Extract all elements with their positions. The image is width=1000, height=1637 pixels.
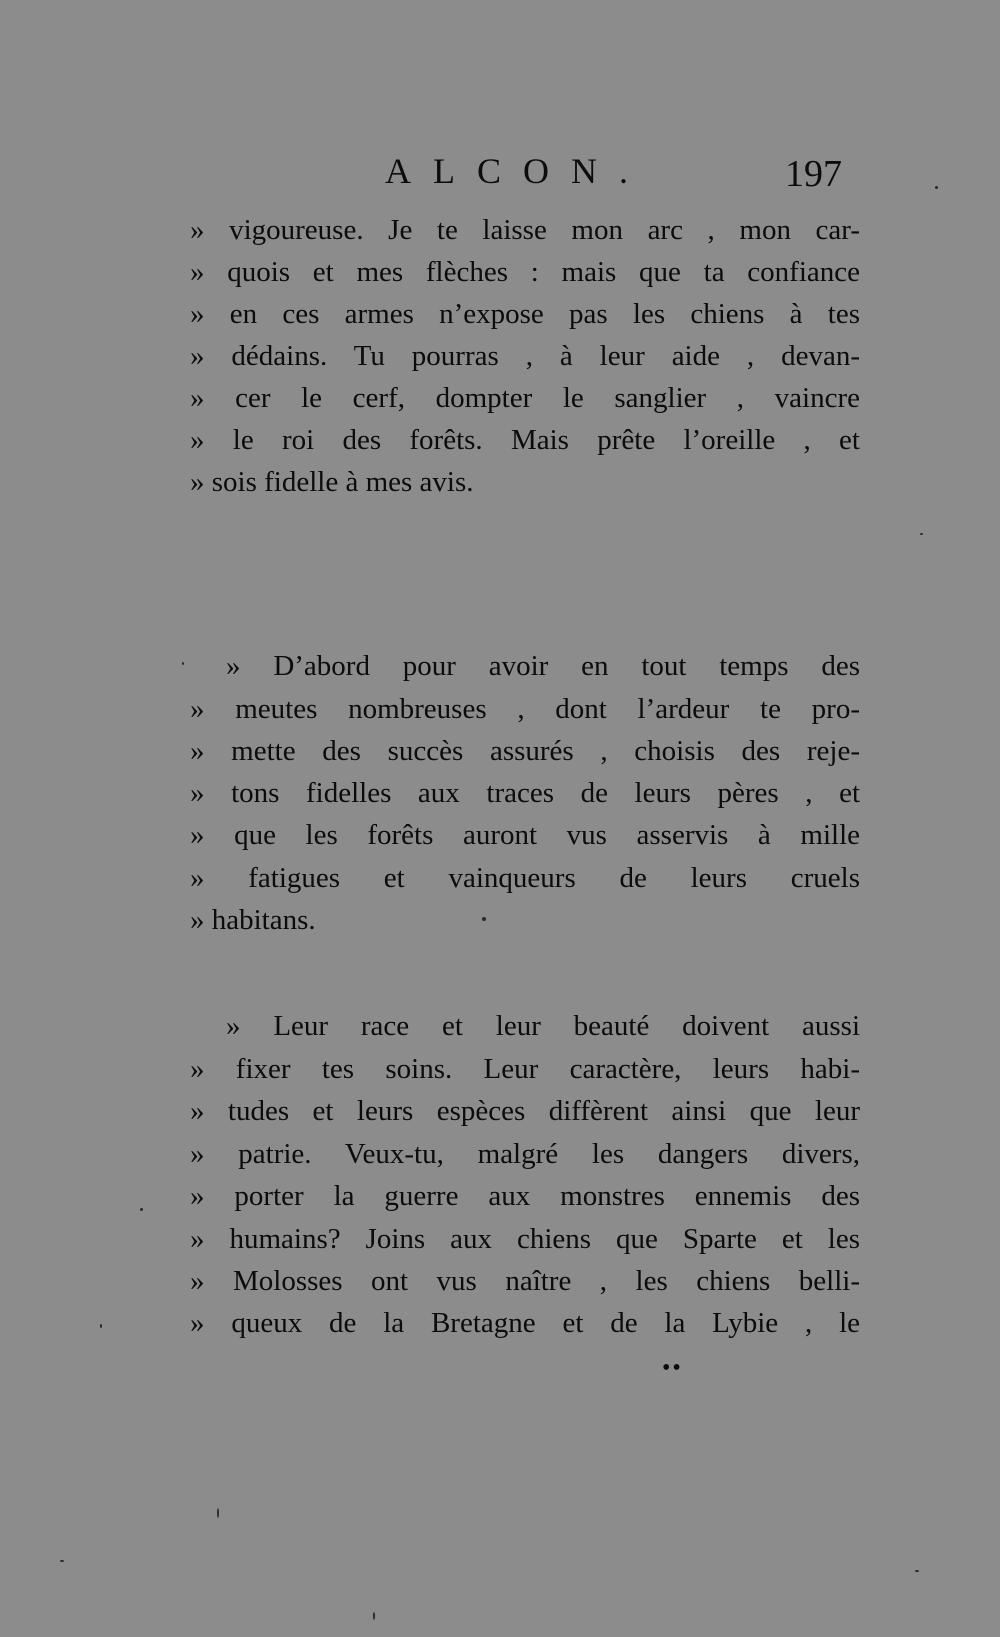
text-line: » quois et mes flèches : mais que ta confiance bbox=[190, 256, 860, 288]
text-line: » en ces armes n’expose pas les chiens à tes bbox=[190, 298, 860, 330]
text-line: » meutes nombreuses , dont l’ardeur te pro- bbox=[190, 693, 860, 725]
page-header bbox=[0, 150, 1000, 200]
scan-speck bbox=[100, 1324, 102, 1328]
text-line: » dédains. Tu pourras , à leur aide , devan- bbox=[190, 340, 860, 372]
text-line: » fatigues et vainqueurs de leurs cruels bbox=[190, 862, 860, 894]
text-line: » Leur race et leur beauté doivent aussi bbox=[226, 1010, 860, 1042]
scan-speck bbox=[60, 1560, 64, 1562]
scan-speck bbox=[920, 533, 923, 535]
text-line: » vigoureuse. Je te laisse mon arc , mon car- bbox=[190, 214, 860, 246]
scan-speck bbox=[915, 1570, 919, 1572]
scan-speck bbox=[140, 1208, 143, 1211]
text-line: » habitans. bbox=[190, 904, 316, 936]
text-line: » que les forêts auront vus asservis à mille bbox=[190, 819, 860, 851]
text-line: » patrie. Veux-tu, malgré les dangers divers, bbox=[190, 1138, 860, 1170]
scan-speck bbox=[935, 186, 938, 189]
text-line: » mette des succès assurés , choisis des reje- bbox=[190, 735, 860, 767]
text-line: » tudes et leurs espèces diffèrent ainsi que leur bbox=[190, 1095, 860, 1127]
text-line: » sois fidelle à mes avis. bbox=[190, 466, 474, 498]
text-line: » cer le cerf, dompter le sanglier , vaincre bbox=[190, 382, 860, 414]
scan-speck bbox=[217, 1508, 219, 1518]
running-title: ALCON. bbox=[385, 151, 650, 191]
text-line: » porter la guerre aux monstres ennemis des bbox=[190, 1180, 860, 1212]
text-line: » Molosses ont vus naître , les chiens belli- bbox=[190, 1265, 860, 1297]
text-line: » D’abord pour avoir en tout temps des bbox=[226, 650, 860, 682]
text-line: » tons fidelles aux traces de leurs pères , et bbox=[190, 777, 860, 809]
text-line: » humains? Joins aux chiens que Sparte et les bbox=[190, 1223, 860, 1255]
scan-speck bbox=[182, 662, 184, 665]
page-number: 197 bbox=[785, 153, 842, 195]
text-line: » queux de la Bretagne et de la Lybie , le bbox=[190, 1307, 860, 1339]
text-line: » fixer tes soins. Leur caractère, leurs habi- bbox=[190, 1053, 860, 1085]
signature-mark: •• bbox=[662, 1355, 683, 1381]
scan-speck bbox=[373, 1612, 375, 1620]
scan-speck bbox=[482, 917, 486, 921]
text-line: » le roi des forêts. Mais prête l’oreille , et bbox=[190, 424, 860, 456]
